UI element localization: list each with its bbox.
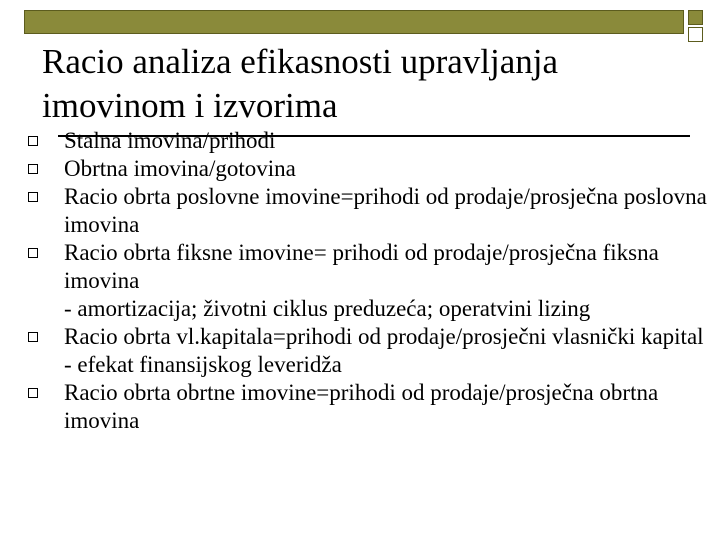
list-item (0, 379, 720, 435)
list-item (0, 239, 720, 323)
bullet-text: Stalna imovina/prihodi (64, 128, 276, 153)
list-item (0, 183, 720, 239)
list-item (0, 127, 720, 155)
list-item (0, 155, 720, 183)
bullet-text: Racio obrta obrtne imovine=prihodi od prodaje/prosječna obrtna imovina (64, 380, 659, 433)
bullet-list (0, 127, 720, 435)
square-bullet-icon (28, 136, 38, 146)
slide-title: Racio analiza efikasnosti upravljanja imovinom i izvorima (42, 42, 559, 125)
corner-square-outline (688, 27, 703, 42)
corner-square-filled (688, 10, 703, 25)
square-bullet-icon (28, 192, 38, 202)
list-item (0, 323, 720, 379)
square-bullet-icon (28, 248, 38, 258)
bullet-text: Obrtna imovina/gotovina (64, 156, 296, 181)
bullet-text: Racio obrta vl.kapitala=prihodi od prodaje/prosječni vlasnički kapital (64, 324, 704, 349)
bullet-subtext: - amortizacija; životni ciklus preduzeća; operatvini lizing (64, 296, 591, 321)
square-bullet-icon (28, 332, 38, 342)
square-bullet-icon (28, 164, 38, 174)
header-bar (24, 10, 684, 34)
bullet-subtext: - efekat finansijskog leveridža (64, 352, 342, 377)
bullet-text: Racio obrta poslovne imovine=prihodi od prodaje/prosječna poslovna imovina (64, 184, 707, 237)
square-bullet-icon (28, 388, 38, 398)
bullet-text: Racio obrta fiksne imovine= prihodi od prodaje/prosječna fiksna imovina (64, 240, 659, 293)
